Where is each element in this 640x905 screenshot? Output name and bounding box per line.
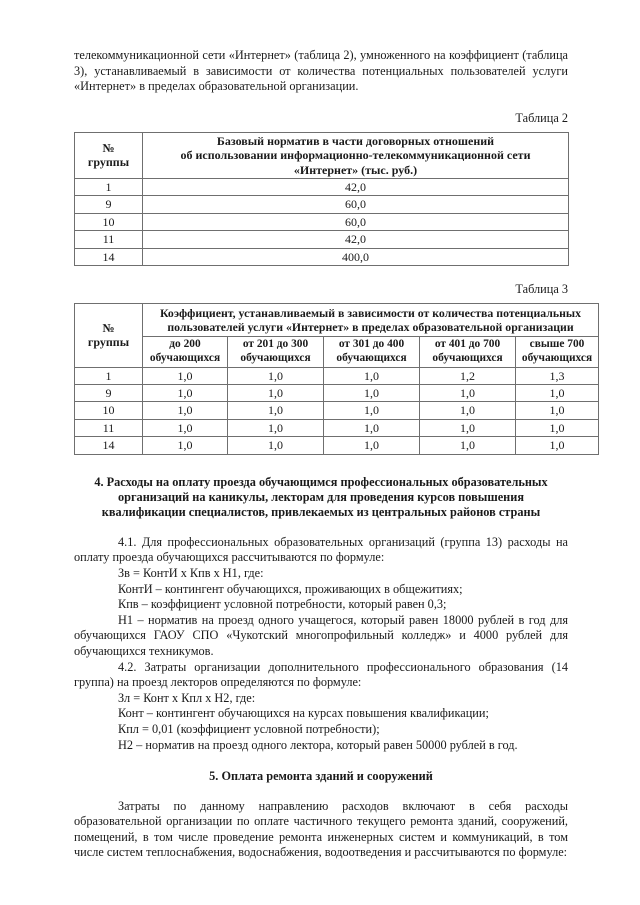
- table-row: [75, 231, 569, 248]
- definition-kpv: Кпв – коэффициент условной потребности, который равен 0,3;: [118, 597, 447, 612]
- table2-header-value-line1: Базовый норматив в части договорных отношений: [216, 133, 495, 148]
- table3-cell-v4: 1,0: [420, 385, 516, 402]
- table-row: [75, 196, 569, 213]
- table3-header-row-1: [75, 304, 599, 337]
- table3-header-span-line1: Коэффициент, устанавливаемый в зависимости от количества потенциальных: [159, 306, 582, 321]
- table2-cell-group: 1: [75, 179, 143, 196]
- definition-n1: Н1 – норматив на проезд одного учащегося, который равен 18000 рублей в год для обучающихся ГАОУ СПО «Чукотский многопрофильный колледж» и 4000 рублей для обучающихся техникумов.: [74, 612, 568, 659]
- table3-header-group-line1: №: [102, 320, 115, 335]
- table3-cell-v3: 1,0: [324, 437, 420, 454]
- table-row: [75, 437, 599, 454]
- table3-cell-v3: 1,0: [324, 367, 420, 384]
- table-row: [75, 385, 599, 402]
- table-row: [75, 367, 599, 384]
- table-row: [75, 402, 599, 419]
- table3-cell-v4: 1,0: [420, 437, 516, 454]
- table2-cell-value: 60,0: [143, 196, 569, 213]
- table2-cell-value: 42,0: [143, 231, 569, 248]
- section-5-paragraph: Затраты по данному направлению расходов включают в себя расходы образовательной организации по оплате частичного текущего ремонта зданий, сооружений, помещений, в том числе проведение ремонта инженерных систем и коммуникаций, в том числе систем теплоснабжения, водоснабжения, водоотведения и рассчитываются по формуле:: [74, 798, 568, 860]
- table3-cell-v5: 1,0: [516, 402, 599, 419]
- table3-header-span-line2: пользователей услуги «Интернет» в пределах образовательной организации: [167, 320, 574, 335]
- formula-zl: Зл = Конт х Кпл х Н2, где:: [118, 690, 256, 705]
- table2-cell-group: 11: [75, 231, 143, 248]
- table3-subheader-3-line2: обучающихся: [432, 352, 503, 365]
- table-row: [75, 419, 599, 436]
- table-coefficients: [74, 303, 599, 455]
- table2-header-value-line2: об использовании информационно-телекоммуникационной сети: [180, 148, 531, 163]
- table3-cell-v5: 1,0: [516, 437, 599, 454]
- table2-cell-value: 60,0: [143, 213, 569, 230]
- table2-header-row: [75, 132, 569, 178]
- table3-cell-v1: 1,0: [143, 437, 228, 454]
- table3-cell-v1: 1,0: [143, 419, 228, 436]
- table2-cell-value: 42,0: [143, 179, 569, 196]
- table3-subheader-4-line2: обучающихся: [521, 352, 593, 365]
- table3-cell-v4: 1,2: [420, 367, 516, 384]
- table3-cell-v2: 1,0: [228, 437, 324, 454]
- table3-subheader-2-line2: обучающихся: [336, 352, 407, 365]
- table-row: [75, 213, 569, 230]
- section-4-heading-line1: 4. Расходы на оплату проезда обучающимся профессиональных образовательных: [94, 474, 548, 489]
- table-row: [75, 179, 569, 196]
- table3-cell-v2: 1,0: [228, 367, 324, 384]
- definition-kpl: Кпл = 0,01 (коэффициент условной потребности);: [118, 722, 380, 736]
- table3-cell-v3: 1,0: [324, 385, 420, 402]
- table3-subheader-1-line2: обучающихся: [240, 352, 311, 365]
- definition-n2: Н2 – норматив на проезд одного лектора, который равен 50000 рублей в год.: [118, 737, 518, 752]
- table3-subheader-3: [420, 337, 516, 367]
- table3-subheader-0: [143, 337, 228, 367]
- formula-zv: Зв = КонтИ х Кпв х Н1, где:: [118, 566, 264, 581]
- intro-paragraph: телекоммуникационной сети «Интернет» (таблица 2), умноженного на коэффициент (таблица 3), устанавливаемый в зависимости от количества потенциальных пользователей услуги «Интернет» в пределах образовательной организации.: [74, 48, 568, 94]
- table3-subheader-4: [516, 337, 599, 367]
- table-base-norms: [74, 132, 569, 266]
- table3-cell-v4: 1,0: [420, 419, 516, 436]
- table3-cell-v5: 1,0: [516, 419, 599, 436]
- paragraph-4-2: 4.2. Затраты организации дополнительного профессионального образования (14 группа) на проезд лекторов определяются по формуле:: [74, 659, 568, 690]
- table3-cell-v3: 1,0: [324, 419, 420, 436]
- table3-cell-group: 1: [75, 367, 143, 384]
- table2-caption: Таблица 2: [515, 110, 568, 125]
- table3-subheader-1: [228, 337, 324, 367]
- paragraph-4-1: 4.1. Для профессиональных образовательных организаций (группа 13) расходы на оплату проезда обучающихся рассчитываются по формуле:: [74, 534, 568, 565]
- section-4-heading: [74, 475, 568, 521]
- table3-subheader-1-line1: от 201 до 300: [242, 338, 309, 351]
- table3-cell-group: 10: [75, 402, 143, 419]
- table3-header-row-2: [75, 337, 599, 367]
- table3-cell-v1: 1,0: [143, 385, 228, 402]
- table3-cell-v1: 1,0: [143, 367, 228, 384]
- table3-cell-v2: 1,0: [228, 419, 324, 436]
- definition-kont: Конт – контингент обучающихся на курсах повышения квалификации;: [118, 706, 489, 721]
- table3-subheader-3-line1: от 401 до 700: [434, 338, 501, 351]
- table2-header-group: [75, 132, 143, 178]
- definition-konti: КонтИ – контингент обучающихся, проживающих в общежитиях;: [118, 581, 463, 596]
- table2-cell-group: 9: [75, 196, 143, 213]
- table3-cell-v1: 1,0: [143, 402, 228, 419]
- table3-cell-v5: 1,0: [516, 385, 599, 402]
- table-row: [75, 248, 569, 265]
- table3-header-group-line2: группы: [87, 335, 130, 350]
- table3-cell-group: 14: [75, 437, 143, 454]
- section-4-heading-line3: квалификации специалистов, привлекаемых из центральных районов страны: [101, 505, 541, 520]
- table3-cell-v2: 1,0: [228, 402, 324, 419]
- table3-caption: Таблица 3: [515, 282, 568, 297]
- section-5-heading: 5. Оплата ремонта зданий и сооружений: [209, 769, 433, 784]
- table3-subheader-0-line1: до 200: [169, 338, 201, 351]
- section-4-heading-line2: организаций на каникулы, лекторам для проведения курсов повышения: [117, 490, 524, 505]
- table3-cell-group: 11: [75, 419, 143, 436]
- table2-cell-value: 400,0: [143, 248, 569, 265]
- table3-cell-group: 9: [75, 385, 143, 402]
- table2-header-value: [143, 132, 569, 178]
- table3-subheader-4-line1: свыше 700: [529, 338, 585, 351]
- table3-subheader-2: [324, 337, 420, 367]
- table2-cell-group: 14: [75, 248, 143, 265]
- table3-header-span: [143, 304, 599, 337]
- table3-subheader-0-line2: обучающихся: [149, 352, 221, 365]
- table3-cell-v2: 1,0: [228, 385, 324, 402]
- table3-subheader-2-line1: от 301 до 400: [338, 338, 405, 351]
- table3-header-group: [75, 304, 143, 368]
- table3-cell-v3: 1,0: [324, 402, 420, 419]
- table3-cell-v5: 1,3: [516, 367, 599, 384]
- table3-cell-v4: 1,0: [420, 402, 516, 419]
- table2-header-value-line3: «Интернет» (тыс. руб.): [293, 162, 418, 177]
- table2-header-group-line1: №: [102, 140, 115, 155]
- table2-header-group-line2: группы: [87, 155, 130, 170]
- document-content: [74, 48, 593, 861]
- table2-cell-group: 10: [75, 213, 143, 230]
